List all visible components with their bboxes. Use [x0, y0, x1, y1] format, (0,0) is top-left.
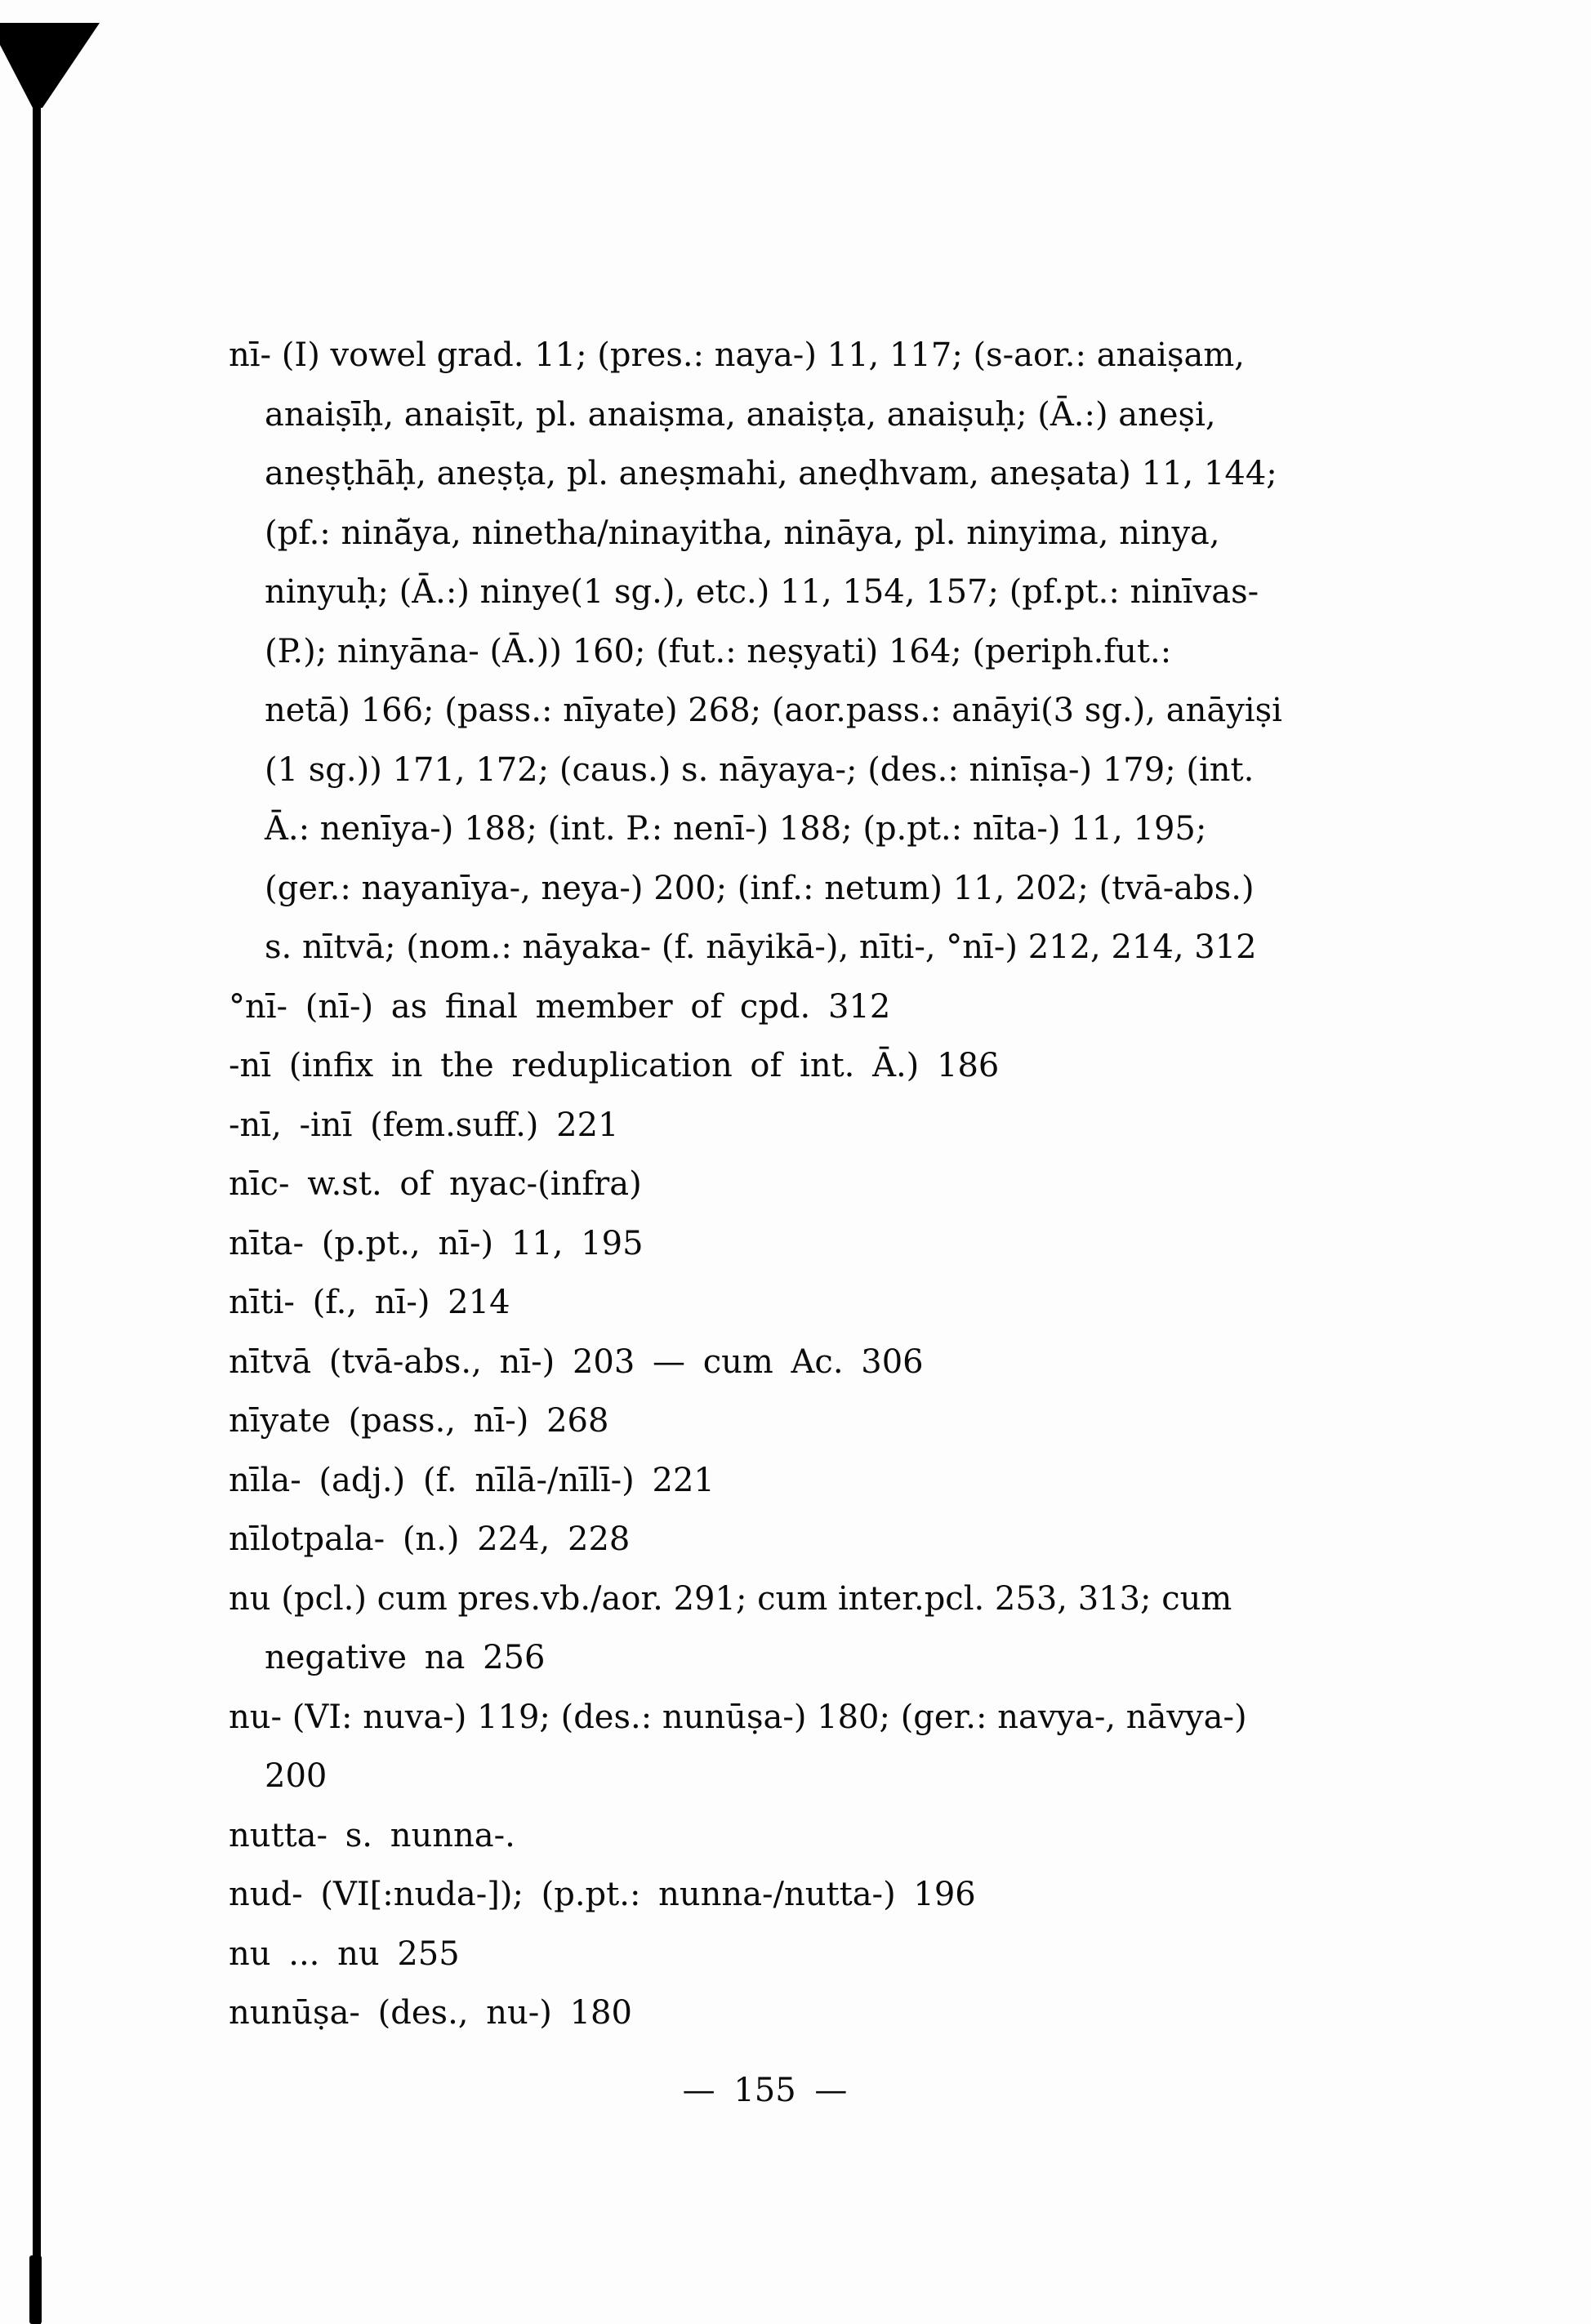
- index-line-28: nu ... nu 255: [229, 1934, 460, 1973]
- index-line-15: nīc- w.st. of nyac-(infra): [229, 1165, 642, 1203]
- index-line-29: nunūṣa- (des., nu-) 180: [229, 1994, 632, 2032]
- index-line-1: nī- (I) vowel grad. 11; (pres.: naya-) 11, 117; (s-aor.: anaiṣam,: [229, 336, 1245, 374]
- scan-artifact-ink-blob: [29, 2255, 42, 2324]
- index-line-24: nu- (VI: nuva-) 119; (des.: nunūṣa-) 180; (ger.: navya-, nāvya-): [229, 1698, 1247, 1736]
- index-line-14: -nī, -inī (fem.suff.) 221: [229, 1106, 619, 1144]
- index-line-7: netā) 166; (pass.: nīyate) 268; (aor.pass.: anāyi(3 sg.), anāyiṣi: [265, 692, 1282, 729]
- index-line-21: nīlotpala- (n.) 224, 228: [229, 1520, 631, 1558]
- scan-artifact-binding-line: [33, 96, 41, 2324]
- index-line-11: s. nītvā; (nom.: nāyaka- (f. nāyikā-), nīti-, °nī-) 212, 214, 312: [265, 928, 1257, 966]
- index-line-9: Ā.: nenīya-) 188; (int. P.: nenī-) 188; (p.pt.: nīta-) 11, 195;: [265, 810, 1207, 848]
- index-line-18: nītvā (tvā-abs., nī-) 203 — cum Ac. 306: [229, 1342, 924, 1381]
- index-line-13: -nī (infix in the reduplication of int. Ā.) 186: [229, 1047, 1000, 1084]
- index-line-4: (pf.: ninā̆ya, ninetha/ninayitha, nināya, pl. ninyima, ninya,: [265, 514, 1220, 552]
- index-line-12: °nī- (nī-) as final member of cpd. 312: [229, 987, 891, 1026]
- index-line-20: nīla- (adj.) (f. nīlā-/nīlī-) 221: [229, 1461, 715, 1499]
- index-line-17: nīti- (f., nī-) 214: [229, 1284, 510, 1321]
- index-line-23: negative na 256: [265, 1639, 546, 1676]
- index-line-19: nīyate (pass., nī-) 268: [229, 1402, 609, 1440]
- index-line-25: 200: [265, 1757, 328, 1795]
- page-number: — 155 —: [682, 2072, 848, 2109]
- scan-artifact-binding-mark: [0, 23, 100, 108]
- index-line-5: ninyuḥ; (Ā.:) ninye(1 sg.), etc.) 11, 154, 157; (pf.pt.: ninīvas-: [265, 573, 1259, 611]
- index-line-27: nud- (VI[:nuda-]); (p.pt.: nunna-/nutta-) 196: [229, 1876, 976, 1913]
- index-text-block: [229, 326, 1301, 2043]
- index-line-10: (ger.: nayanīya-, neya-) 200; (inf.: netum) 11, 202; (tvā-abs.): [265, 869, 1255, 907]
- index-line-3: aneṣṭhāḥ, aneṣṭa, pl. aneṣmahi, aneḍhvam, aneṣata) 11, 144;: [265, 455, 1277, 492]
- index-line-8: (1 sg.)) 171, 172; (caus.) s. nāyaya-; (des.: ninīṣa-) 179; (int.: [265, 750, 1255, 789]
- index-line-26: nutta- s. nunna-.: [229, 1816, 515, 1854]
- index-line-16: nīta- (p.pt., nī-) 11, 195: [229, 1224, 644, 1262]
- index-line-6: (P.); ninyāna- (Ā.)) 160; (fut.: neṣyati) 164; (periph.fut.:: [265, 632, 1172, 670]
- index-line-2: anaiṣīḥ, anaiṣīt, pl. anaiṣma, anaiṣṭa, anaiṣuḥ; (Ā.:) aneṣi,: [265, 395, 1216, 434]
- index-line-22: nu (pcl.) cum pres.vb./aor. 291; cum inter.pcl. 253, 313; cum: [229, 1579, 1232, 1618]
